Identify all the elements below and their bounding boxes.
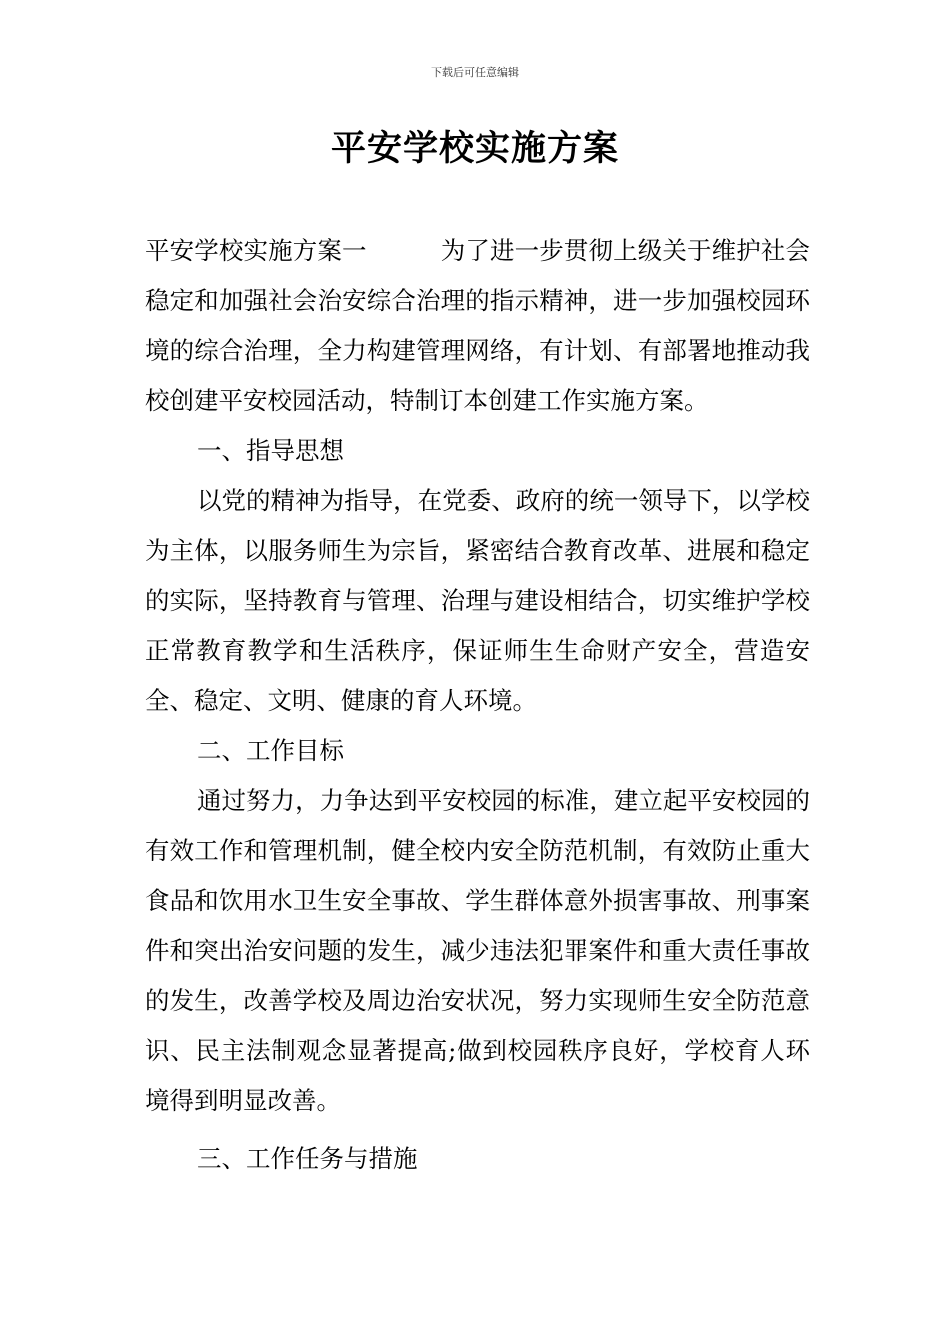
section-paragraph-guiding-ideology: 以党的精神为指导，在党委、政府的统一领导下，以学校为主体，以服务师生为宗旨，紧密结合教育改革、进展和稳定的实际，坚持教育与管理、治理与建设相结合，切实维护学校正常教育教学和生活秩序，保证师生生命财产安全，营造安全、稳定、文明、健康的育人环境。	[145, 486, 810, 715]
intro-paragraph	[145, 226, 810, 426]
document-title: 平安学校实施方案	[330, 128, 619, 169]
section-heading-tasks-measures: 三、工作任务与措施	[197, 1144, 418, 1173]
header-note: 下载后可任意编辑	[431, 66, 519, 79]
intro-label: 平安学校实施方案一	[145, 236, 367, 265]
intro-text: 为了进一步贯彻上级关于维护社会稳定和加强社会治安综合治理的指示精神，进一步加强校园环境的综合治理，全力构建管理网络，有计划、有部署地推动我校创建平安校园活动，特制订本创建工作实施方案。	[145, 236, 810, 415]
document-body	[145, 226, 810, 1184]
section-paragraph-work-goals: 通过努力，力争达到平安校园的标准，建立起平安校园的有效工作和管理机制，健全校内安全防范机制，有效防止重大食品和饮用水卫生安全事故、学生群体意外损害事故、刑事案件和突出治安问题的发生，减少违法犯罪案件和重大责任事故的发生，改善学校及周边治安状况，努力实现师生安全防范意识、民主法制观念显著提高;做到校园秩序良好，学校育人环境得到明显改善。	[145, 786, 810, 1115]
section-heading-work-goals: 二、工作目标	[197, 736, 344, 765]
section-heading-guiding-ideology: 一、指导思想	[197, 436, 344, 465]
